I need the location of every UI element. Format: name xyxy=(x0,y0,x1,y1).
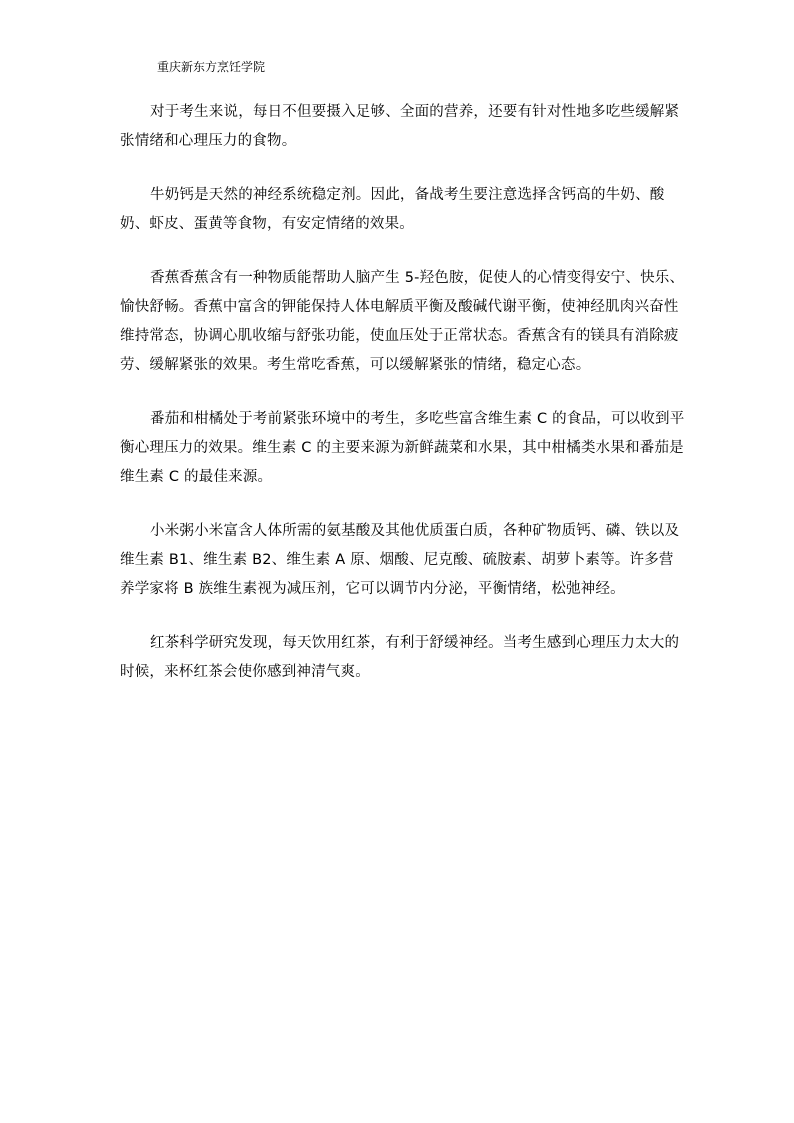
paragraph-milk: 牛奶钙是天然的神经系统稳定剂。因此，备战考生要注意选择含钙高的牛奶、酸奶、虾皮、蛋黄等食物，有安定情绪的效果。 xyxy=(120,187,665,232)
page-header: 重庆新东方烹饪学院 xyxy=(157,60,266,74)
paragraph-tomato-citrus: 番茄和柑橘处于考前紧张环境中的考生，多吃些富含维生素 C 的食品，可以收到平衡心理压力的效果。维生素 C 的主要来源为新鲜蔬菜和水果，其中柑橘类水果和番茄是维生素 C 的最佳来源。 xyxy=(120,411,685,485)
paragraph-black-tea: 红茶科学研究发现，每天饮用红茶，有利于舒缓神经。当考生感到心理压力太大的时候，来杯红茶会使你感到神清气爽。 xyxy=(120,635,680,680)
paragraph-banana: 香蕉香蕉含有一种物质能帮助人脑产生 5-羟色胺，促使人的心情变得安宁、快乐、愉快舒畅。香蕉中富含的钾能保持人体电解质平衡及酸碱代谢平衡，使神经肌肉兴奋性维持常态，协调心肌收缩与舒张功能，使血压处于正常状态。香蕉含有的镁具有消除疲劳、缓解紧张的效果。考生常吃香蕉，可以缓解紧张的情绪，稳定心态。 xyxy=(120,270,685,373)
document-body xyxy=(120,98,686,712)
paragraph-intro: 对于考生来说，每日不但要摄入足够、全面的营养，还要有针对性地多吃些缓解紧张情绪和心理压力的食物。 xyxy=(120,104,680,149)
paragraph-millet: 小米粥小米富含人体所需的氨基酸及其他优质蛋白质，各种矿物质钙、磷、铁以及维生素 B1、维生素 B2、维生素 A 原、烟酸、尼克酸、硫胺素、胡萝卜素等。许多营养学家将 B 族维生素视为减压剂，它可以调节内分泌，平衡情绪，松弛神经。 xyxy=(120,523,680,597)
